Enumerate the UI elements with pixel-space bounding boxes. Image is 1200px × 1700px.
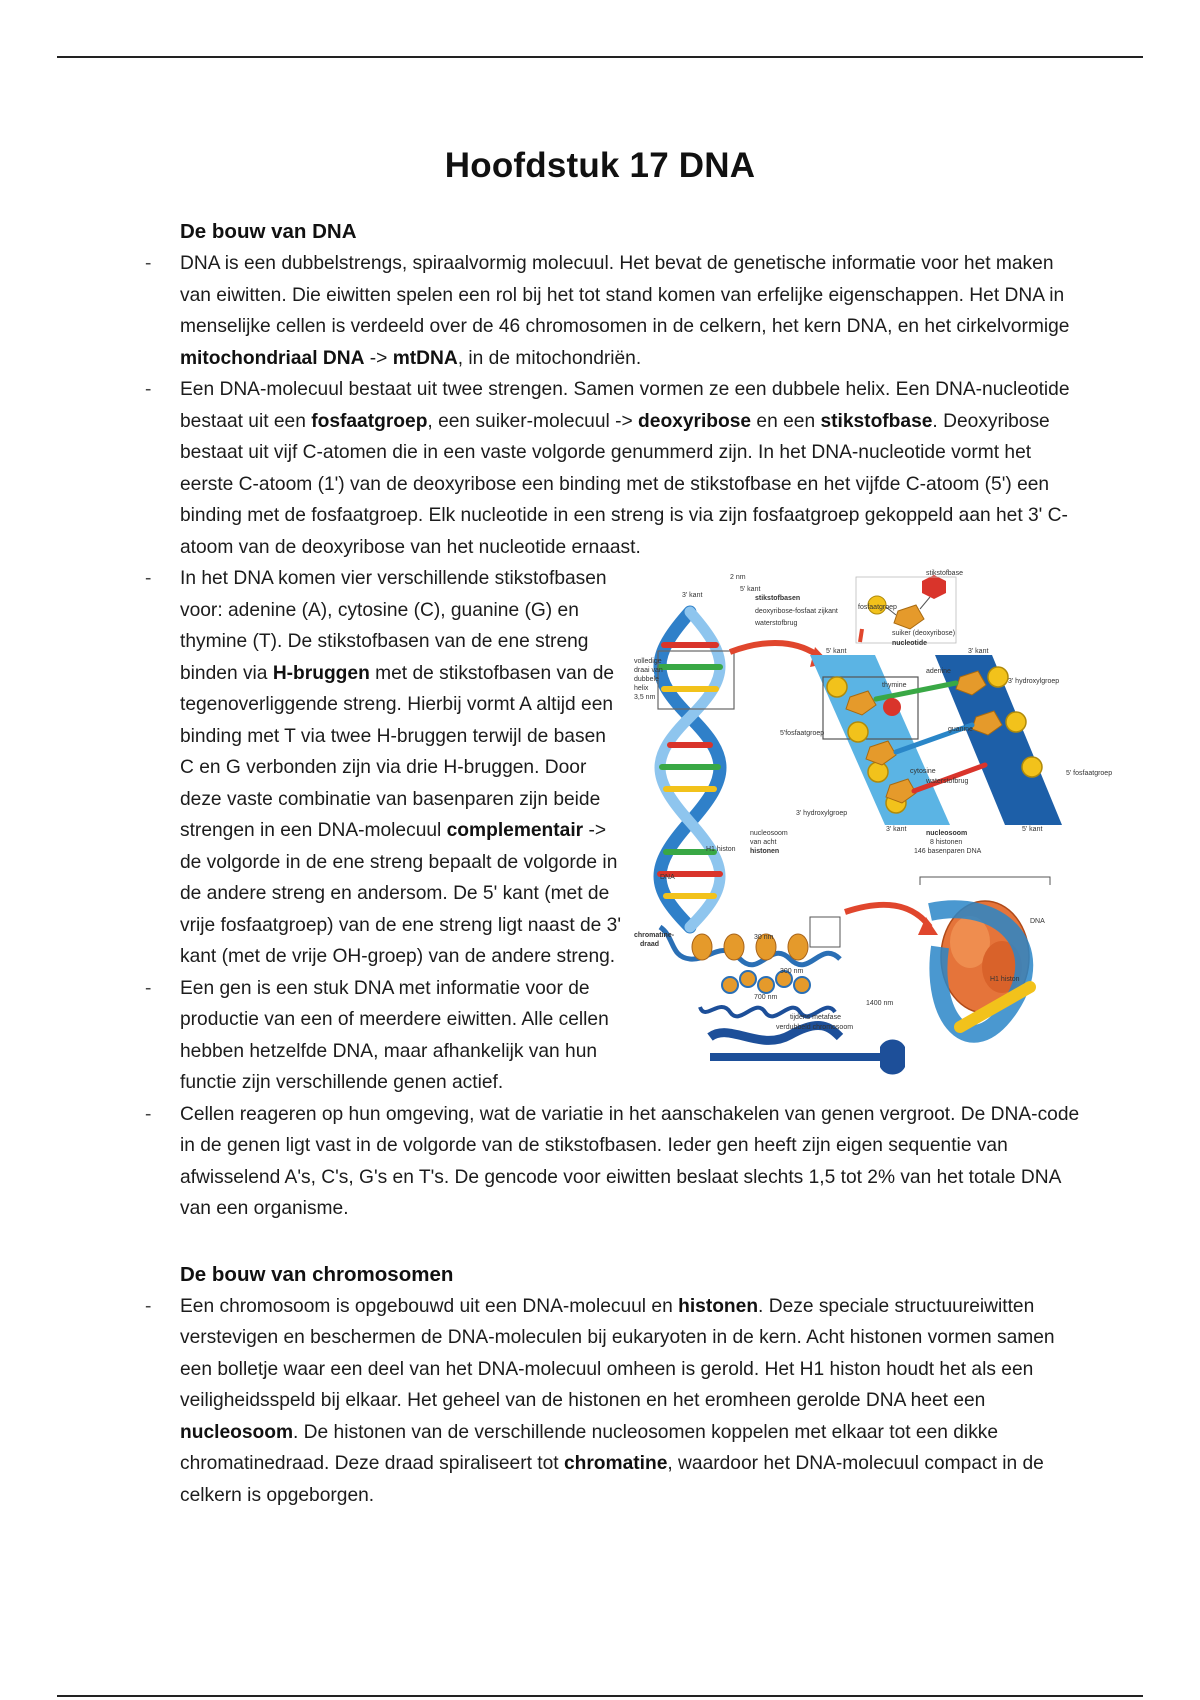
label-5-fosfaatgroep: 5'fosfaatgroep [780,730,825,737]
label-waterstofbrug: waterstofbrug [755,620,798,627]
label-guanine: guanine [948,726,973,733]
label-h1-histon: H1 histon [706,846,736,853]
list-item: - Een chromosoom is opgebouwd uit een DNA-molecuul en histonen. Deze speciale structuureiwitten verstevigen en beschermen de DNA-moleculen bij eukaryoten in de kern. Acht histonen vormen samen een bolletje waar een deel van het DNA-molecuul omheen is gerold. Het H1 histon houdt het als een veiligheidsspeld bij elkaar. Het geheel van de histonen en het eromheen gerolde DNA heet een nucleosoom. De histonen van de verschillende nucleosomen koppelen met elkaar tot een dikke chromatinedraad. Deze draad spiraliseert tot chromatine, waardoor het DNA-molecuul compact in de celkern is opgeborgen. [180,1291,1080,1512]
label-winding-5: 3,5 nm [634,694,656,701]
label-chromatine-1: chromatine- [634,932,675,939]
list-item: - DNA is een dubbelstrengs, spiraalvormig molecuul. Het bevat de genetische informatie voor het maken van eiwitten. Die eiwitten spelen een rol bij het tot stand komen van erfelijke eigenschappen. Het DNA in menselijke cellen is verdeeld over de 46 chromosomen in de celkern, het kern DNA, en het cirkelvormige mitochondriaal DNA -> mtDNA, in de mitochondriën. [180,248,1080,374]
label-2nm: - 2 nm [730,574,746,581]
label-nucleosoom-2: van acht [750,839,777,846]
label-thymine: thymine [882,682,907,689]
label-hydroxyl-bottom: 3' hydroxylgroep [796,810,848,817]
label-5-kant-top: 5' kant [740,586,761,593]
label-waterstofbrug-2: waterstofbrug [926,778,969,785]
label-fosfaatgroep: fosfaatgroep [858,604,897,611]
section-heading-dna: De bouw van DNA [180,220,357,243]
label-700nm: 700 nm [754,994,778,1001]
label-nucleosoom-1: nucleosoom [750,830,788,837]
label-nucleotide: nucleotide [892,640,928,647]
label-dna-right: DNA [1030,918,1045,925]
label-5-kant-mid: 5' kant [826,648,847,655]
label-3-kant-top: 3' kant [682,592,703,599]
list-item: - Cellen reageren op hun omgeving, wat de variatie in het aanschakelen van genen vergroot. De DNA-code in de genen ligt vast in de volgorde van de stikstofbasen. Ieder gen heeft zijn eigen sequentie van afwisselend A's, C's, G's en T's. De gencode voor eiwitten beslaat slechts 1,5 tot 2% van het totale DNA van een organisme. [180,1099,1080,1225]
label-winding-1: volledige [634,658,662,665]
label-30nm: 30 nm [754,934,774,941]
label-stikstofbase: stikstofbase [926,570,963,577]
label-suiker: suiker (deoxyribose) [892,630,956,637]
label-winding-2: draai van [634,667,663,674]
label-metafase-1: tijdens metafase [790,1014,841,1021]
label-1400nm: 1400 nm [866,1000,894,1007]
label-3-kant-mid: 3' kant [968,648,989,655]
label-5-fosfaatgroep-right: 5' fosfaatgroep [1066,770,1113,777]
label-300nm: 300 nm [780,968,804,975]
label-stikstofbasen: stikstofbasen [755,595,801,602]
label-hydroxyl-top: 3' hydroxylgroep [1008,678,1060,685]
label-8-histonen: 8 histonen [930,839,963,846]
label-cytosine: cytosine [910,768,936,775]
list-item: - Een gen is een stuk DNA met informatie voor de productie van een of meerdere eiwitten. Alle cellen hebben hetzelfde DNA, maar afhankelijk van hun functie zijn verschillende genen actief. [180,973,1080,1099]
label-nucleosoom-3: histonen [750,848,780,855]
label-basenparen: 146 basenparen DNA [914,848,982,855]
label-winding-3: dubbele [634,676,659,683]
top-rule [57,56,1143,58]
label-h1-histon-right: H1 histon [990,976,1020,983]
label-adenine: adenine [926,668,951,675]
document-body [180,216,1113,1511]
list-item: - Een DNA-molecuul bestaat uit twee strengen. Samen vormen ze een dubbele helix. Een DNA-nucleotide bestaat uit een fosfaatgroep, een suiker-molecuul -> deoxyribose en een stikstofbase. Deoxyribose bestaat uit vijf C-atomen die in een vaste volgorde genummerd zijn. In het DNA-nucleotide vormt het eerste C-atoom (1') van de deoxyribose een binding met de stikstofbase en het vijfde C-atoom (5') een binding met de fosfaatgroep. Elk nucleotide in een streng is via zijn fosfaatgroep gekoppeld aan het 3' C-atoom van de deoxyribose van het nucleotide ernaast. [180,374,1080,563]
label-metafase-2: verdubbeld chromosoom [776,1024,854,1031]
label-5-kant-bottom: 5' kant [1022,826,1043,833]
page-title: Hoofdstuk 17 DNA [444,146,756,185]
label-3-kant-bottom: 3' kant [886,826,907,833]
chromosomen-bullet-list [180,1291,1080,1512]
label-ruggengraat: deoxyribose-fosfaat zijkant [755,608,838,615]
label-dna-left: DNA [660,874,675,881]
list-item: - 2 nm 3' kant 5' kant stikstofbasen deoxyribose-fosfaat zijkant waterstofbrug volledige draai van dubbele helix 3,5 nm stikstofbase fosfaatgroep suiker (deoxyribose) nucleotide 5' kant 3' kant adenine thymine 3' hydroxylgroep 5'fosfaatgroep guanine cytosine waterstofbrug 5' fosfaatgroep 3' hydroxylgroep 3' kant 5' kant nucleosoom van acht histonen H1 histon DNA nucleosoom 8 histonen 146 basenparen DNA chromatine- draad 30 nm 300 nm 700 nm 1400 nm tijdens metafase verdubbeld chromosoom DNA H1 histon In het DNA komen vier verschillende stikstofbasen voor: adenine (A), cytosine (C), guanine (G) en thymine (T). De stikstofbasen van de ene streng binden via H-bruggen met de stikstofbasen van de tegenoverliggende streng. Hierbij vormt A altijd een binding met T via twee H-bruggen terwijl de basen C en G verbonden zijn via drie H-bruggen. Door deze vaste combinatie van basenparen zijn beide strengen in een DNA-molecuul complementair -> de volgorde in de ene streng bepaalt de volgorde in de andere streng en andersom. De 5' kant (met de vrije fosfaatgroep) van de ene streng ligt naast de 3' kant (met de vrije OH-groep) van de andere streng. [180,563,1080,973]
label-chromatine-2: draad [640,941,660,948]
label-winding-4: helix [634,685,649,692]
dna-bullet-list [180,248,1113,1225]
section-heading-chromosomen: De bouw van chromosomen [180,1262,454,1286]
label-nucleosoom-right: nucleosoom [926,830,968,837]
bottom-rule [57,1695,1143,1697]
